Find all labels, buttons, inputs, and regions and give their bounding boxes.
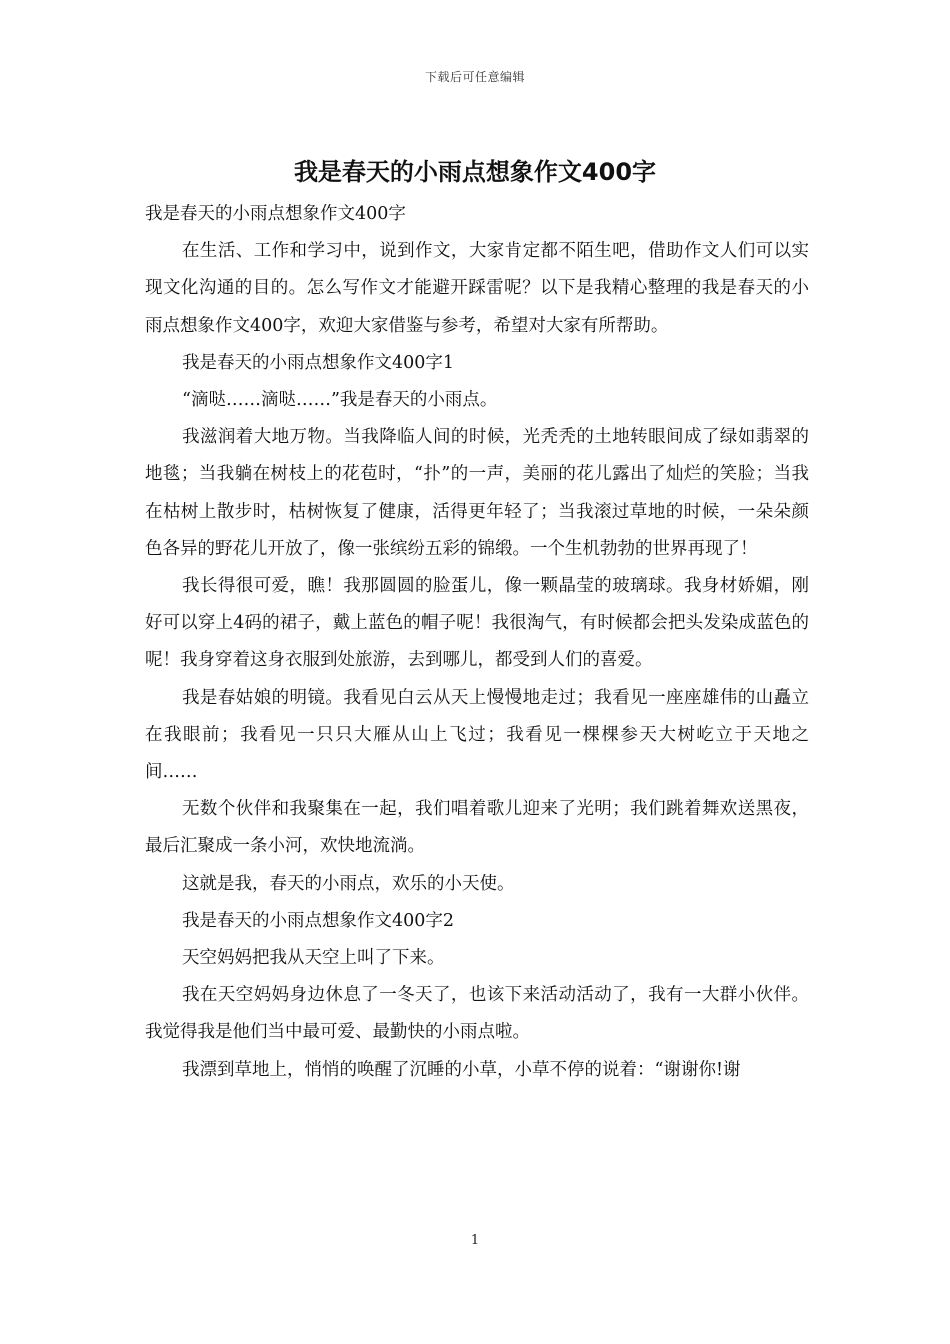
paragraph: 无数个伙伴和我聚集在一起，我们唱着歌儿迎来了光明；我们跳着舞欢送黑夜，最后汇聚成一条小河，欢快地流淌。 [145,799,809,857]
document-body [145,196,809,1089]
paragraph: 我是春天的小雨点想象作文400字2 [182,910,455,931]
paragraph: 我是春姑娘的明镜。我看见白云从天上慢慢地走过；我看见一座座雄伟的山矗立在我眼前；我看见一只只大雁从山上飞过；我看见一棵棵参天大树屹立于天地之间…… [145,687,809,783]
page-number: 1 [470,1233,480,1248]
document-title: 我是春天的小雨点想象作文400字 [293,158,657,186]
paragraph: 我在天空妈妈身边休息了一冬天了，也该下来活动活动了，我有一大群小伙伴。我觉得我是他们当中最可爱、最勤快的小雨点啦。 [145,985,809,1043]
paragraph: “滴哒……滴哒……”我是春天的小雨点。 [182,390,498,411]
paragraph: 我长得很可爱，瞧！我那圆圆的脸蛋儿，像一颗晶莹的玻璃球。我身材娇媚，刚好可以穿上4码的裙子，戴上蓝色的帽子呢！我很淘气，有时候都会把头发染成蓝色的呢！我身穿着这身衣服到处旅游，去到哪儿，都受到人们的喜爱。 [145,576,809,671]
paragraph: 我是春天的小雨点想象作文400字 [145,204,406,224]
header-note: 下载后可任意编辑 [424,70,525,84]
paragraph: 我滋润着大地万物。当我降临人间的时候，光秃秃的土地转眼间成了绿如翡翠的地毯；当我躺在树枝上的花苞时，“扑”的一声，美丽的花儿露出了灿烂的笑脸；当我在枯树上散步时，枯树恢复了健康，活得更年轻了；当我滚过草地的时候，一朵朵颜色各异的野花儿开放了，像一张缤纷五彩的锦缎。一个生机勃勃的世界再现了！ [145,427,809,559]
paragraph: 我漂到草地上，悄悄的唤醒了沉睡的小草，小草不停的说着：“谢谢你!谢 [182,1059,741,1080]
paragraph: 我是春天的小雨点想象作文400字1 [182,352,455,373]
paragraph: 在生活、工作和学习中，说到作文，大家肯定都不陌生吧，借助作文人们可以实现文化沟通的目的。怎么写作文才能避开踩雷呢？以下是我精心整理的我是春天的小雨点想象作文400字，欢迎大家借鉴与参考，希望对大家有所帮助。 [145,241,809,336]
paragraph: 天空妈妈把我从天空上叫了下来。 [182,948,445,969]
paragraph: 这就是我，春天的小雨点，欢乐的小天使。 [182,873,515,894]
